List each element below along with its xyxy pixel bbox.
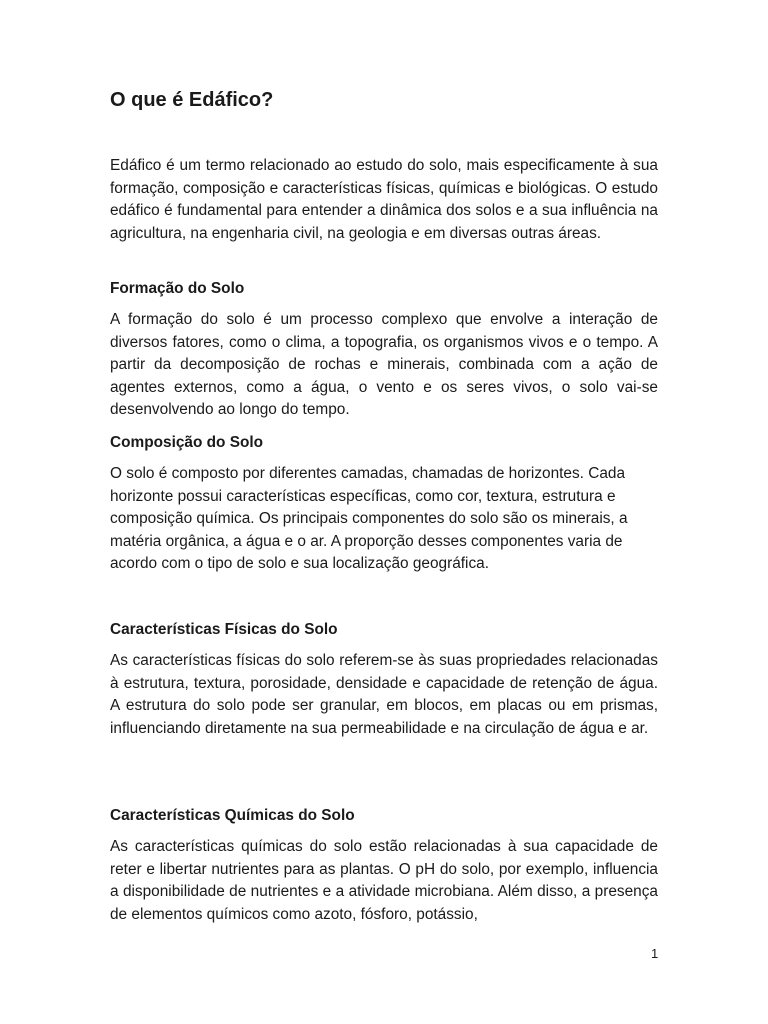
- intro-paragraph: Edáfico é um termo relacionado ao estudo do solo, mais especificamente à sua formação, composição e características físicas, químicas e biológicas. O estudo edáfico é fundamental para entender a dinâmica dos solos e a sua influência na agricultura, na engenharia civil, na geologia e em diversas outras áreas.: [110, 157, 658, 242]
- document-title: O que é Edáfico?: [110, 89, 274, 111]
- section-body-fisicas: As características físicas do solo referem-se às suas propriedades relacionadas à estrutura, textura, porosidade, densidade e capacidade de retenção de água. A estrutura do solo pode ser granular, em blocos, em placas ou em prismas, influenciando diretamente na sua permeabilidade e na circulação de água e ar.: [110, 652, 658, 737]
- section-heading-fisicas: Características Físicas do Solo: [110, 621, 338, 638]
- section-body-formacao: A formação do solo é um processo complexo que envolve a interação de diversos fatores, como o clima, a topografia, os organismos vivos e o tempo. A partir da decomposição de rochas e minerais, combinada com a ação de agentes externos, como a água, o vento e os seres vivos, o solo vai-se desenvolvendo ao longo do tempo.: [110, 311, 658, 419]
- section-heading-quimicas: Características Químicas do Solo: [110, 807, 355, 824]
- section-heading-composicao: Composição do Solo: [110, 434, 264, 451]
- page-number: 1: [651, 946, 659, 961]
- section-body-composicao: O solo é composto por diferentes camadas, chamadas de horizontes. Cada horizonte possui características específicas, como cor, textura, estrutura e composição química. Os principais componentes do solo são os minerais, a matéria orgânica, a água e o ar. A proporção desses componentes varia de acordo com o tipo de solo e sua localização geográfica.: [110, 465, 628, 573]
- section-body-quimicas: As características químicas do solo estão relacionadas à sua capacidade de reter e libertar nutrientes para as plantas. O pH do solo, por exemplo, influencia a disponibilidade de nutrientes e a atividade microbiana. Além disso, a presença de elementos químicos como azoto, fósforo, potássio,: [110, 838, 658, 923]
- section-heading-formacao: Formação do Solo: [110, 280, 245, 297]
